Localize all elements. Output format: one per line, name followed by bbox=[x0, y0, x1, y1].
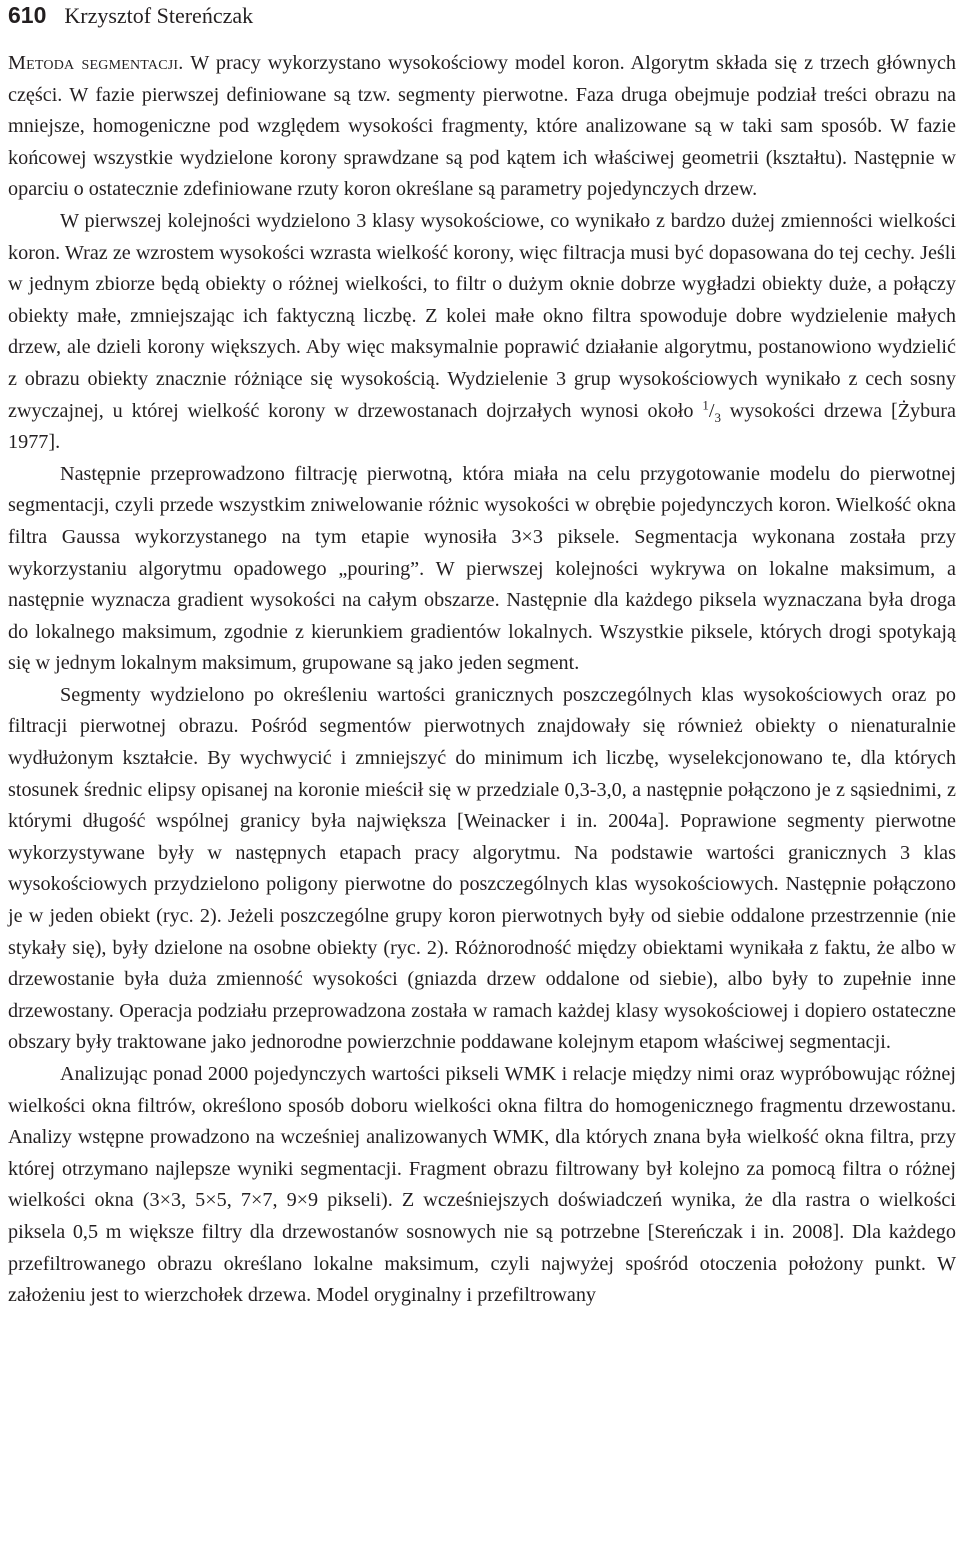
page bbox=[8, 0, 956, 1312]
paragraph-primary-filtering: Następnie przeprowadzono filtrację pierwotną, która miała na celu przygotowanie modelu do pierwotnej segmentacji, czyli przede wszystkim zniwelowanie różnic wysokości w obrębie pojedynczych koron. Wielkość okna filtra Gaussa wykorzystanego na tym etapie wynosiła 3×3 piksele. Segmentacja wykonana została przy wykorzystaniu algorytmu opadowego „pouring”. W pierwszej kolejności wykrywa on lokalne maksimum, a następnie wyznacza gradient wysokości na całym obszarze. Następnie dla każdego piksela wyznaczana była droga do lokalnego maksimum, zgodnie z kierunkiem gradientów lokalnych. Wszystkie piksele, których drogi spotykają się w jednym lokalnym maksimum, grupowane są jako jeden segment. bbox=[8, 462, 956, 675]
running-author: Krzysztof Stereńczak bbox=[64, 3, 254, 28]
paragraph-height-classes bbox=[8, 206, 956, 459]
body-text bbox=[8, 48, 956, 1312]
paragraph-method-text: W pracy wykorzystano wysokościowy model koron. Algorytm składa się z trzech głównych części. W fazie pierwszej definiowane są tzw. segmenty pierwotne. Faza druga obejmuje podział treści obrazu na mniejsze, homogeniczne pod względem wysokości fragmenty, które analizowane są w taki sam sposób. W fazie końcowej wszystkie wydzielone korony sprawdzane są pod kątem ich właściwej geometrii (kształtu). Następnie w oparciu o ostatecznie zdefiniowane rzuty koron określane są parametry pojedynczych drzew. bbox=[8, 52, 956, 201]
running-header bbox=[8, 0, 956, 36]
paragraph-height-classes-text: W pierwszej kolejności wydzielono 3 klasy wysokościowe, co wynikało z bardzo dużej zmienności wielkości koron. Wraz ze wzrostem wysokości wzrasta wielkość korony, więc filtracja musi być dopasowana do tej cechy. Jeśli w jednym zbiorze będą obiekty o różnej wielkości, to filtr o dużym oknie dobrze wygładzi obiekty duże, a połączy obiekty małe, zmniejszając ich faktyczną liczbę. Z kolei małe okno filtra spowoduje dobre wydzielenie małych drzew, ale dzieli korony większych. Aby więc maksymalnie poprawić działanie algorytmu, postanowiono wydzielić z obrazu obiekty znacznie różniące się wysokością. Wydzielenie 3 grup wysokościowych wynikało z cech sosny zwyczajnej, u której wielkość korony w drzewostanach dojrzałych wynosi około bbox=[8, 209, 956, 422]
paragraph-filter-window: Analizując ponad 2000 pojedynczych wartości pikseli WMK i relacje między nimi oraz wypróbowując różnej wielkości okna filtrów, określono sposób doboru wielkości okna filtra do homogenicznego fragmentu drzewostanu. Analizy wstępne prowadzono na wcześniej analizowanych WMK, dla których znana była wielkość okna filtra, przy której otrzymano najlepsze wyniki segmentacji. Fragment obrazu filtrowany był kolejno za pomocą filtra o różnej wielkości okna (3×3, 5×5, 7×7, 9×9 pikseli). Z wcześniejszych doświadczeń wynika, że dla rastra o wielkości piksela 0,5 m większe filtry dla drzewostanów sosnowych nie są potrzebne [Stereńczak i in. 2008]. Dla każdego przefiltrowanego obrazu określano lokalne maksimum, czyli najwyżej spośród otoczenia położony punkt. W założeniu jest to wierzchołek drzewa. Model oryginalny i przefiltrowany bbox=[8, 1063, 956, 1307]
fraction-numerator: 1 bbox=[702, 396, 709, 412]
paragraph-height-classes-end: wysokości drzewa [Żybura 1977]. bbox=[8, 399, 956, 454]
fraction-denominator: 3 bbox=[714, 409, 721, 425]
paragraph-segments: Segmenty wydzielono po określeniu wartości granicznych poszczególnych klas wysokościowych oraz po filtracji pierwotnej obrazu. Pośród segmentów pierwotnych znajdowały się również obiekty o nienaturalnie wydłużonym kształcie. By wychwycić i zmniejszyć do minimum ich liczbę, wyselekcjonowano te, dla których stosunek średnic elipsy opisanej na koronie mieścił się w przedziale 0,3-3,0, a następnie połączono je z sąsiednimi, z którymi długość wspólnej granicy była największa [Weinacker i in. 2004a]. Poprawione segmenty pierwotne wykorzystywane były w następnych etapach pracy algorytmu. Na podstawie wartości granicznych 3 klas wysokościowych przydzielono poligony pierwotne do poszczególnych klas wysokościowych. Następnie połączono je w jeden obiekt (ryc. 2). Jeżeli poszczególne grupy koron pierwotnych były od siebie oddalone przestrzennie (nie stykały się), były dzielone na osobne obiekty (ryc. 2). Różnorodność między obiektami wynikała z faktu, że albo w drzewostanie była duża zmienność wysokości (gniazda drzew oddalone od siebie), albo były to zupełnie inne drzewostany. Operacja podziału przeprowadzona została w ramach każdej klasy wysokościowej i dopiero ostateczne obszary były traktowane jako jednorodne powierzchnie poddawane kolejnym etapom właściwej segmentacji. bbox=[8, 683, 956, 1054]
section-heading: Metoda segmentacji. bbox=[8, 52, 184, 74]
fraction-slash: / bbox=[708, 399, 715, 422]
page-number: 610 bbox=[8, 2, 47, 28]
paragraph-method bbox=[8, 48, 956, 206]
